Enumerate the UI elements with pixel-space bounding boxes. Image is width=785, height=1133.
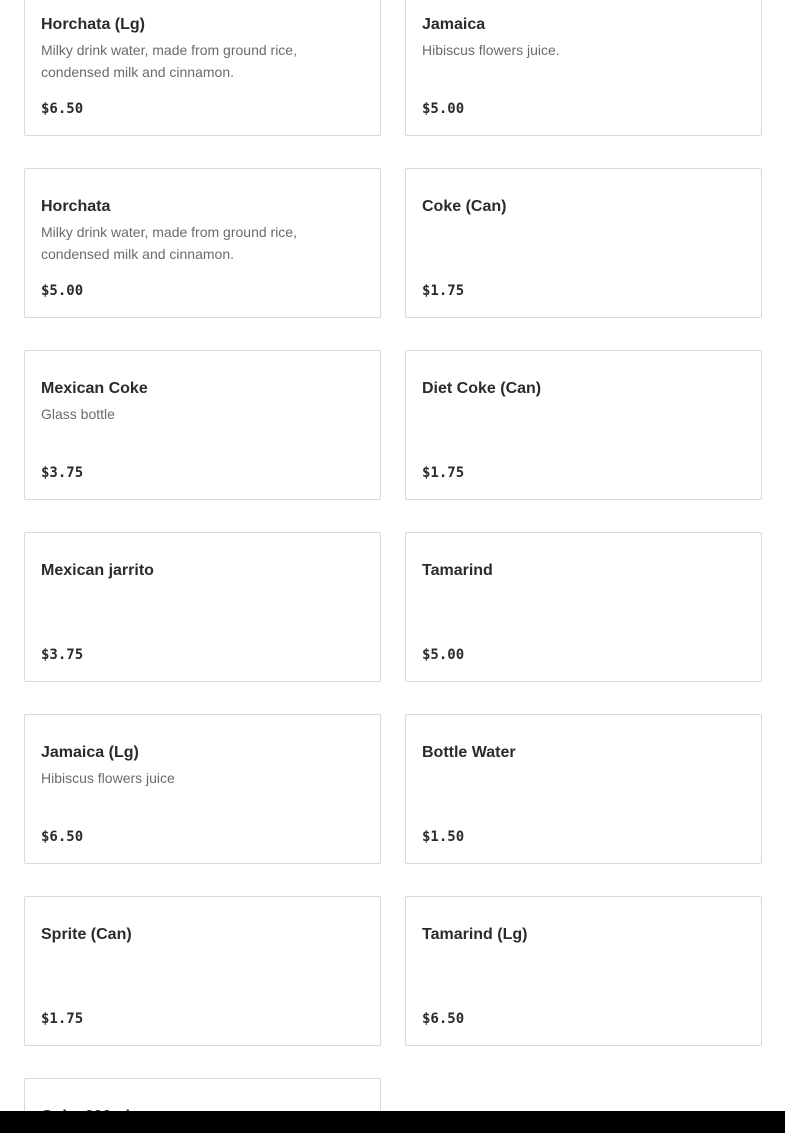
menu-item-price: $1.75: [422, 283, 465, 299]
menu-item-card[interactable]: [24, 896, 381, 1046]
menu-item-price: $1.50: [422, 829, 465, 845]
menu-item-price: $3.75: [41, 465, 84, 481]
menu-item-description: Hibiscus flowers juice: [41, 770, 175, 786]
menu-item-price: $1.75: [41, 1011, 84, 1027]
menu-item-card[interactable]: [405, 168, 762, 318]
menu-item-name: Tamarind: [422, 562, 493, 579]
menu-item-description: Hibiscus flowers juice.: [422, 42, 560, 58]
menu-item-card[interactable]: [24, 350, 381, 500]
menu-item-name: Horchata: [41, 198, 111, 215]
menu-item-card[interactable]: [24, 168, 381, 318]
menu-item-description: Milky drink water, made from ground rice, condensed milk and cinnamon.: [41, 42, 297, 80]
bottom-bar: [0, 1111, 785, 1133]
menu-item-name: Diet Coke (Can): [422, 380, 542, 397]
menu-item-name: Sprite (Can): [41, 926, 132, 943]
menu-item-grid: [24, 0, 761, 1133]
menu-item-card[interactable]: [405, 0, 762, 136]
menu-item-price: $6.50: [422, 1011, 465, 1027]
menu-item-description: Glass bottle: [41, 406, 115, 422]
menu-item-card[interactable]: [24, 532, 381, 682]
menu-item-name: Jamaica: [422, 16, 486, 33]
menu-item-price: $5.00: [422, 647, 465, 663]
menu-item-price: $5.00: [422, 101, 465, 117]
menu-item-price: $6.50: [41, 829, 84, 845]
menu-item-price: $5.00: [41, 283, 84, 299]
menu-item-description: Milky drink water, made from ground rice, condensed milk and cinnamon.: [41, 224, 297, 262]
menu-item-card[interactable]: [405, 532, 762, 682]
menu-item-card[interactable]: [24, 0, 381, 136]
menu-item-price: $6.50: [41, 101, 84, 117]
menu-item-name: Mexican jarrito: [41, 562, 154, 579]
menu-item-name: Jamaica (Lg): [41, 744, 139, 761]
menu-item-card[interactable]: [405, 714, 762, 864]
menu-item-card[interactable]: [405, 350, 762, 500]
menu-item-card[interactable]: [405, 896, 762, 1046]
menu-item-card[interactable]: [24, 714, 381, 864]
menu-item-price: $3.75: [41, 647, 84, 663]
menu-item-name: Tamarind (Lg): [422, 926, 528, 943]
menu-item-name: Horchata (Lg): [41, 16, 145, 33]
menu-item-name: Coke (Can): [422, 198, 507, 215]
menu-item-name: Mexican Coke: [41, 380, 148, 397]
menu-item-name: Bottle Water: [422, 744, 516, 761]
menu-item-price: $1.75: [422, 465, 465, 481]
